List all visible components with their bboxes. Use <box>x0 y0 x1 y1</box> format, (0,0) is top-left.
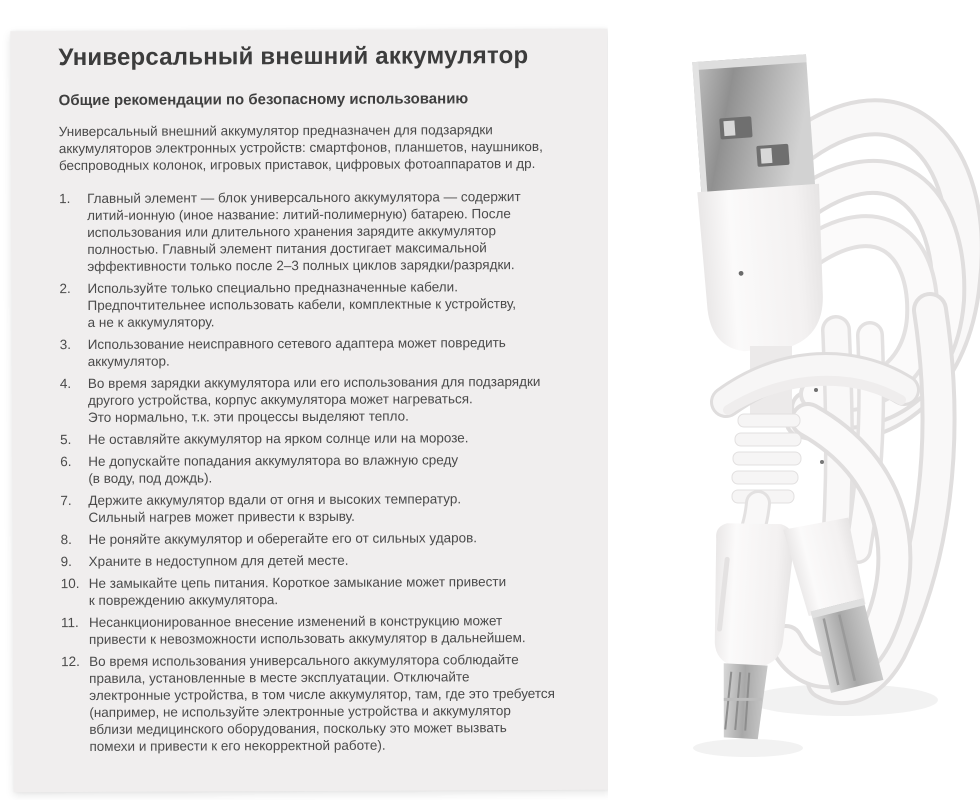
list-item-text: Во время использования универсального аккумулятора соблюдайте правила, установленные в месте эксплуатации. Отключайте электронные устройства, в том числе аккумулятор, там, где это требуется (например, не используйте электронные устройства и аккумулятор вблизи медицинского оборудования, поскольку это может вызвать помехи и привести к его некорректной работе). <box>89 652 555 754</box>
list-item-text: Не оставляйте аккумулятор на ярком солнце или на морозе. <box>88 430 469 447</box>
list-item-text: Использование неисправного сетевого адаптера может повредить аккумулятор. <box>87 335 506 369</box>
list-item-text: Главный элемент — блок универсального аккумулятора — содержит литий-ионную (иное название: литий-полимерную) батарею. После использования или длительного хранения зарядите аккумулятор полностью. Главный элемент питания достигает максимальной эффективности только после 2–3 полных циклов зарядки/разрядки. <box>87 189 521 274</box>
instruction-sheet <box>10 29 610 793</box>
list-item <box>60 451 600 487</box>
list-item-number: 12. <box>61 654 80 670</box>
list-item-text: Держите аккумулятор вдали от огня и высоких температур. Сильный нагрев может привести к взрыву. <box>88 491 462 525</box>
list-item <box>61 651 601 755</box>
document-title: Универсальный внешний аккумулятор <box>58 42 529 72</box>
intro-paragraph: Универсальный внешний аккумулятор предназначен для подзарядки аккумуляторов электронных устройств: смартфонов, планшетов, наушников, беспроводных колонок, игровых приставок, цифровых фотоаппаратов и др. <box>58 122 543 174</box>
list-item-text: Не роняйте аккумулятор и оберегайте его от сильных ударов. <box>88 530 478 547</box>
usb-a-body <box>697 184 830 354</box>
list-item-number: 5. <box>60 432 72 448</box>
list-item-text: Храните в недоступном для детей месте. <box>88 552 349 569</box>
list-item <box>60 429 600 448</box>
section-heading: Общие рекомендации по безопасному использованию <box>58 90 469 110</box>
list-item-number: 6. <box>60 454 72 470</box>
list-item <box>61 551 601 570</box>
list-item <box>61 573 601 609</box>
list-item <box>59 188 599 275</box>
usb-a-metal <box>692 54 815 194</box>
usb-cable-illustration <box>608 0 980 800</box>
micro-usb-metal <box>720 663 768 739</box>
list-item <box>59 278 599 331</box>
list-item-number: 4. <box>59 376 72 392</box>
list-item-number: 11. <box>60 615 79 631</box>
list-item <box>61 612 601 648</box>
list-item-number: 10. <box>60 576 80 592</box>
list-item <box>60 490 600 526</box>
list-item-number: 7. <box>60 493 72 509</box>
list-item-number: 1. <box>59 191 71 207</box>
list-item <box>61 529 601 548</box>
list-item-text: Не допускайте попадания аккумулятора во влажную среду (в воду, под дождь). <box>88 452 459 486</box>
photo-shadow <box>693 739 803 757</box>
list-item-text: Используйте только специально предназначенные кабели. Предпочтительнее использовать кабели, комплектные к устройству, а не к аккумулятору. <box>87 279 517 330</box>
list-item <box>60 373 600 426</box>
list-item-number: 3. <box>59 337 72 353</box>
list-item-text: Несанкционированное внесение изменений в конструкцию может привести к невозможности использовать аккумулятор в дальнейшем. <box>88 613 526 647</box>
usb-a-connector <box>688 54 830 354</box>
list-item-text: Не замыкайте цепь питания. Короткое замыкание может привести к повреждению аккумулятора. <box>88 574 507 608</box>
list-item-number: 2. <box>59 281 71 297</box>
dust-speck <box>814 388 818 392</box>
list-item-number: 9. <box>60 554 72 570</box>
product-photo-usb-cable <box>608 0 980 800</box>
safety-rules-list <box>59 188 601 755</box>
list-item <box>60 334 600 370</box>
dust-speck <box>820 460 824 464</box>
list-item-text: Во время зарядки аккумулятора или его использования для подзарядки другого устройства, корпус аккумулятора может нагреваться. Это нормально, т.к. эти процессы выделяют тепло. <box>87 373 541 425</box>
list-item-number: 8. <box>60 532 72 548</box>
